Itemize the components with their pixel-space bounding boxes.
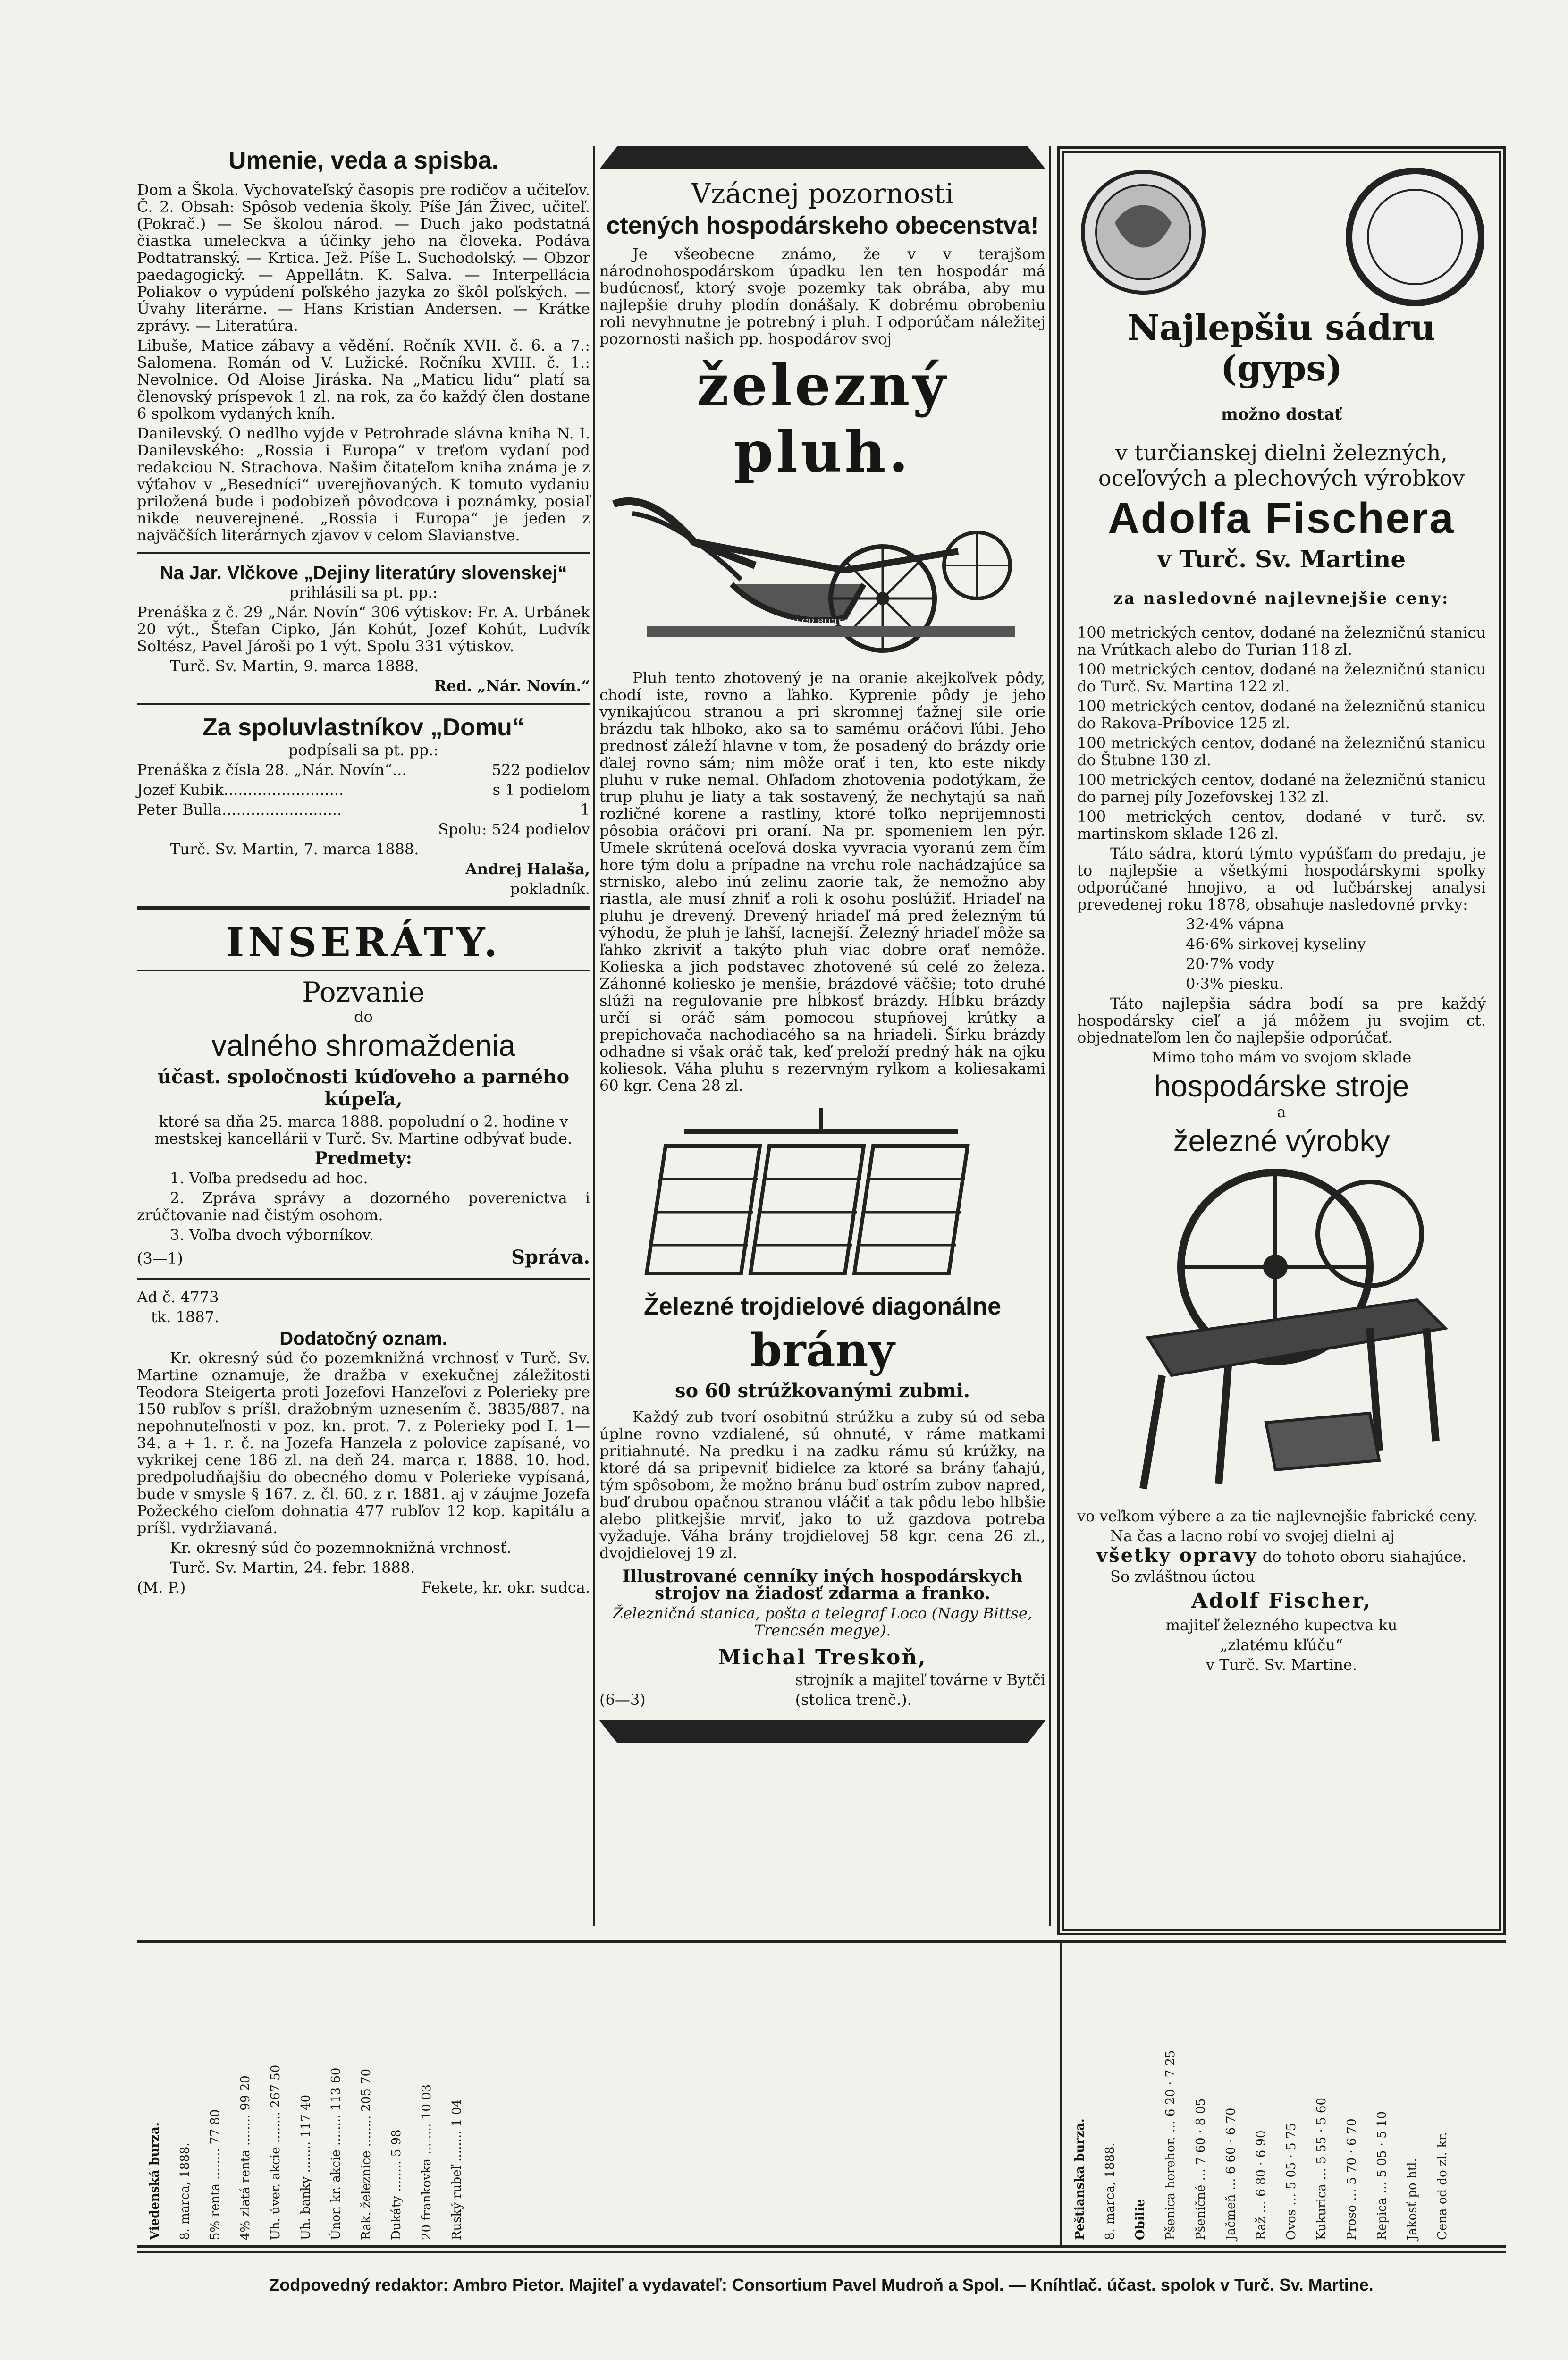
column-rule-2 [1049,146,1051,1926]
stock-row: 4% zlatá renta ........ 99 20 [238,2075,253,2240]
dodatocny-mp: (M. P.) [137,1578,186,1596]
pluh-intro: Je všeobecne známo, že v v terajšom národnohospodárskom úpadku len ten hospodár má budúcnosť, ktorý svoje pozemky tak obrába, aby mu najlepšie druhy plodín donášaly. K dobrému obrobeniu roli nevyhnutne je potrebný i pluh. I odporúčam náležitej pozornosti našich pp. hospodárov svoj [599,245,1045,348]
zeleznicna-note: Železničná stanica, pošta a telegraf Loco (Nagy Bittse, Trencsén megye). [613,1604,1032,1639]
ad-year: tk. 1887. [151,1308,219,1326]
divider [137,970,590,971]
predmet-2: 2. Zpráva správy a dozorného poverenictva i zrúčtovanie nad čistým osohom. [137,1189,590,1224]
obilie-header: Obilie [1133,2199,1147,2240]
domu-signature-title: pokladník. [510,880,590,898]
predmet-1: 1. Voľba predsedu ad hoc. [170,1169,368,1187]
vyrobky-title: železné výrobky [1173,1124,1390,1158]
list-item: 20·7% vody [1186,955,1274,973]
column-3-frame [1057,146,1506,1935]
umenie-paragraph-3: Danilevský. O nedlho vyjde v Petrohrade slávna kniha N. I. Danilevského: „Rossia i Europa“ v treťom vydaní pod redakciou N. Strachova. Našim čitateľom kniha známa je z výťahov v „Besedníci“ uverejňovaných. K tomuto vydaniu priložená bude i podobizeň pôvodcova i poznámky, posiaľ nikde neuverejnené. „Rossia i Europa“ je jeden z najväčších literárnych zjavov v celom Slavianstve. [137,424,590,544]
grain-row: Proso … 5 70 · 6 70 [1345,2118,1359,2240]
stock-row: Uh. banky ........ 117 40 [299,2094,313,2240]
list-item: 32·4% vápna [1186,915,1285,933]
list-item: 0·3% piesku. [1186,975,1284,993]
predmet-3: 3. Voľba dvoch výborníkov. [170,1226,374,1244]
jakost-header: Jakosť po htl. [1405,2158,1419,2240]
list-item: 100 metrických centov, dodané na železničnú stanicu na Vrútkach alebo do Turian 118 zl. [1077,624,1486,658]
cteneho-title: ctených hospodárskeho obecenstva! [606,212,1039,239]
tresko-name: Michal Treskoň, [718,1645,927,1669]
vienna-burza [137,1943,1062,2245]
stock-row: Rak. železnice ........ 205 70 [359,2068,373,2240]
grain-row: Pšeničné … 7 60 · 8 05 [1194,2098,1208,2240]
za-ceny: za nasledovné najlevnejšie ceny: [1113,589,1450,608]
vsetky-opravy-line [1077,1544,1486,1567]
umenie-title: Umenie, veda a spisba. [228,147,499,174]
dodatocny-body: Kr. okresný súd čo pozemknižná vrchnosť v Turč. Sv. Martine oznamuje, že dražba v exekučnej záležitosti Teodora Steigerta proti Jozefovi Hanzeľovi z Polerieky pre 150 rubľov s príšl. dražobným uznesením č. 3835/887. na nepohnuteľnosti v poz. kn. prot. 7. z Polerieky pod I. 1—34. a + 1. r. č. na Jozefa Hanzela z polovice zapísané, vo vykrikej cene 186 zl. na deň 24. marca r. 1888. 10. hod. predpoludňajšiu do obecného domu v Polerieke vypísaná, bude v smysle § 167. z. čl. 60. z r. 1881. aj v záujme Jozefa Požeckého cieľom dohnatia 477 rubľov 12 kop. kapitálu a príšl. vydržiavaná. [137,1349,590,1537]
grain-row: Kukurica … 5 55 · 5 60 [1315,2097,1329,2240]
stock-row: 5% renta ........ 77 80 [208,2109,222,2240]
pest-burza [1062,1943,1506,2245]
medal-icon [1077,166,1209,298]
grain-row: Ovos … 5 05 · 5 75 [1284,2123,1298,2240]
brany-body: Každý zub tvorí osobitnú strúžku a zuby sú od seba úplne rovno vzdialené, sú ohnuté, v ráme matkami pritiahnuté. Na predku i na zadku rámu sú krúžky, na ktoré dá sa pripevniť bidielce za ktoré sa brány ťahajú, tým spôsobom, že možno bránu buď ostrím zubov napred, buď drubou opačnou stranou vláčiť a tak pôdu lebo hlbšie alebo plitkejšie mrviť, jako to už gazdova potreba vyžaduje. Váha brány trojdielovej 58 kgr. cena 26 zl., dvojdielovej 19 zl. [599,1408,1045,1562]
stock-row: Uh. úver. akcie ........ 267 50 [269,2065,283,2240]
domu-title: Za spoluvlastníkov „Domu“ [202,714,524,741]
plow-illustration [599,490,1045,669]
pest-title: Peštianska burza. [1073,2118,1087,2240]
list-item: Prenáška z čísla 28. „Nár. Novín“... 522 podielov [137,761,590,779]
do-oboru: do tohoto oboru siahajúce. [1262,1548,1467,1566]
stroje-title: hospodárske stroje [1154,1069,1409,1103]
plow-label: MICH TRESKONI GR BITTSE [722,617,851,627]
list-item: Jozef Kubik......................... s 1 podielom [137,781,590,799]
ad-number: Ad č. 4773 [137,1288,219,1306]
divider [137,552,590,554]
domu-date: Turč. Sv. Martin, 7. marca 1888. [170,840,419,858]
trojdielove-title: Železné trojdielové diagonálne [643,1293,1002,1320]
vzacnej-title: Vzácnej pozornosti [691,177,954,210]
a-text: a [1277,1103,1286,1121]
price-list [1077,624,1486,842]
list-item: 100 metrických centov, dodané na železničnú stanicu do Turč. Sv. Martina 122 zl. [1077,660,1486,695]
banner-bottom [599,1720,1045,1743]
dodatocny-body-2: Kr. okresný súd čo pozemnoknižná vrchnosť. [170,1539,512,1557]
valneho-title: valného shromaždenia [211,1028,515,1062]
sadra-body: Táto sádra, ktorú týmto vypúšťam do predaju, je to najlepšie a všetkými hospodárskymi spolky odporúčané hnojivo, a od lučbárskej analysi prevedenej roku 1878, obsahuje nasledovné prvky: [1077,844,1486,913]
footer-rule [137,2251,1506,2253]
pest-date: 8. marca, 1888. [1103,2142,1117,2240]
umenie-paragraph-1: Dom a Škola. Vychovateľský časopis pre rodičov a učiteľov. Č. 2. Obsah: Spôsob vedenia školy. Píše Ján Živec, učiteľ. (Pokrač.) — Se školou národ. — Duch jako podstatná čiastka umeleckva a účinky jeho na človeka. Podáva Podtatranský. — Krtica. Jež. Píše L. Suchodolský. — Obzor paedagogický. — Appellátn. K. Salva. — Interpellácia Poliakov o vypúdení poľského jazyka zo škôl poľských. — Úvahy literárne. — Hans Kristian Andersen. — Krátke zprávy. — Literatúra. [137,181,590,335]
seal-icon [1344,166,1486,308]
inseraty-heading: INSERÁTY. [225,919,502,966]
machine-icon [1077,1158,1492,1508]
stock-row: Únor. kr. akcie ........ 113 60 [329,2067,343,2240]
najlepsiu-title: Najlepšiu sádru (gyps) [1127,308,1436,389]
pozvanie-number: (3—1) [137,1249,183,1267]
grain-row: Repica … 5 05 · 5 10 [1375,2111,1389,2240]
ucast-title: účast. spoločnosti kúďoveho a parného kúpeľa, [157,1066,570,1110]
grain-row: Pšenica horehor. … 6 20 · 7 25 [1163,2050,1178,2240]
harrow-illustration [599,1104,1045,1292]
tresko-title: strojník a majiteľ továrne v Bytči [795,1671,1045,1689]
column-2 [599,146,1045,1743]
stock-row: Ruský rubeľ ........ 1 04 [450,2099,464,2240]
tresko-number: (6—3) [599,1691,646,1709]
grain-row: Jačmeň … 6 60 · 6 70 [1224,2107,1238,2240]
pozvanie-title: Pozvanie [302,976,425,1008]
harrow-icon [599,1104,1045,1292]
divider [137,906,590,910]
list-item: Peter Bulla......................... 1 [137,801,590,818]
v-turcianskej: v turčianskej dielni železných, oceľových a plechových výrobkov [1098,440,1465,491]
vlcek-date: Turč. Sv. Martin, 9. marca 1888. [170,657,419,675]
cenniky-note: Illustrované cenníky iných hospodárskych strojov na žiadosť zdarma a franko. [622,1567,1023,1603]
pozvanie-signature: Správa. [511,1246,590,1268]
banner-top [599,146,1045,169]
vlcek-subtitle: prihlásili sa pt. pp.: [289,583,438,601]
vienna-title: Viedenská burza. [148,2122,162,2240]
domu-total: Spolu: 524 podielov [438,820,590,838]
zelezny-pluh-title: železný pluh. [696,352,949,485]
brany-title: brány [750,1323,895,1377]
tresko-place: (stolica trenč.). [795,1691,912,1709]
column-1 [137,146,590,1599]
adolfa-fischera: Adolfa Fischera [1108,494,1455,542]
sadra-body-2: Táto najlepšia sádra bodí sa pre každý hospodársky cieľ a já môžem ju svojim ct. objednateľom len čo najlepšie odporúčať. [1077,995,1486,1046]
vo-velkom: vo veľkom výbere a za tie najlevnejšie fabrické ceny. [1077,1507,1478,1525]
dodatocny-date: Turč. Sv. Martin, 24. febr. 1888. [170,1559,415,1576]
grain-row: Raž … 6 80 · 6 90 [1254,2130,1268,2240]
list-item: 100 metrických centov, dodané na železničnú stanicu do Štubne 130 zl. [1077,734,1486,769]
market-table [137,1940,1506,2248]
na-cas: Na čas a lacno robí vo svojej dielni aj [1110,1527,1395,1545]
so-60-title: so 60 strúžkovanými zubmi. [674,1380,970,1402]
dodatocny-signature: Fekete, kr. okr. sudca. [422,1578,590,1596]
list-item: 100 metrických centov, dodané v turč. sv. martinskom sklade 126 zl. [1077,808,1486,843]
so-zvlastnou: So zvláštnou úctou [1110,1568,1255,1585]
plow-icon [599,490,1045,669]
predmety-heading: Predmety: [315,1148,412,1168]
list-item: 46·6% sirkovej kyseliny [1186,935,1366,953]
mimo-toho: Mimo toho mám vo svojom sklade [1151,1048,1412,1066]
dodatocny-title: Dodatočný oznam. [279,1328,447,1349]
divider [137,1278,590,1280]
vlcek-signature: Red. „Nár. Novín.“ [434,677,590,695]
divider [137,703,590,705]
pluh-body: Pluh tento zhotovený je na oranie akejkoľvek pôdy, chodí iste, rovno a ľahko. Kyprenie pôdy je jeho vynikajúcou stranou a pri skromnej ťažnej sile orie brázdu tak hlboko, ako sa to samému oráčovi ľúbi. Jeho prednosť záleží hlavne v tom, že posadený do brázdy orie ďalej rovno sám; nim môže orať i ten, kto este nikdy pluhu v ruke nemal. Ohľadom zhotovenia podotýkam, že trup pluhu je liaty a tak sostavený, že nechytajú sa naň rozličné korene a rastliny, ktoré toľko neprijemnosti pôsobia oráčovi pri oraní. Na pr. spomeniem len pýr. Umele skrútená oceľová doska vyvracia vyoranú zem čím hore tým dolu a prípadne na vrchu role nachádzajúce sa strnisko, alebo inú zelinu zaorie tak, že nemožno aby riastla, ale musí zhniť a roli k osohu poslúžiť. Hriadeľ na pluhu je drevený. Drevený hriadeľ má pred železným tú výhodu, že pluh je ľahší, lacnejší. Železný hriadeľ môže sa ľahko zkriviť a takýto pluh viac dobre orať nemôže. Kolieska a jich podstavec zhotovené sú celé zo železa. Záhonné koliesko je menšie, brázdové väčšie; toto druhé slúži na regulovanie pre hĺbkosť brázdy. Hĺbku brázdy určí si oráč sám pomocou stupňovej krútky a prepichovača nachodiacého sa na hriadeli. Šírku brázdy odhadne si však oráč tak, keď preloží predný hák na ojku koliesok. Váha pluhu s rezervným rylkom a koliesakami 60 kgr. Cena 28 zl. [599,669,1045,1095]
list-item: 100 metrických centov, dodané na železničnú stanicu do parnej píly Jozefovskej 132 zl. [1077,771,1486,806]
fischer-title-2: „zlatému kľúču“ [1220,1636,1343,1654]
vienna-date: 8. marca, 1888. [178,2142,192,2240]
dodatocny-footer [137,1579,590,1596]
seal [1344,166,1486,308]
stock-row: 20 frankovka ........ 10 03 [420,2084,434,2240]
column-rule-1 [593,146,595,1926]
fischer-title-3: v Turč. Sv. Martine. [1206,1656,1357,1674]
domu-list [137,761,590,818]
vsetky-opravy: všetky opravy [1096,1544,1258,1567]
machine-illustration [1077,1158,1486,1508]
cena-header: Cena od do zl. kr. [1435,2132,1450,2240]
vlcek-body: Prenáška z č. 29 „Nár. Novín“ 306 výtiskov: Fr. A. Urbánek 20 výt., Štefan Cipko, Ján Kohút, Jozef Kohút, Ludvík Soltész, Pavel Jároši po 1 výt. Spolu 331 výtiskov. [137,603,590,655]
pozvanie-body: ktoré sa dňa 25. marca 1888. popoludní o 2. hodine v mestskej kancellárii v Turč. Sv. Martine odbývať bude. [154,1113,573,1147]
fischer-title-1: majiteľ železného kupectva ku [1165,1616,1398,1634]
vlcek-title: Na Jar. Vlčkove „Dejiny literatúry slovenskej“ [160,563,567,583]
composition-list [1186,916,1486,992]
mozno-dostat: možno dostať [1221,405,1342,424]
fischer-name: Adolf Fischer, [1191,1589,1372,1613]
tresko-info [795,1671,1045,1711]
domu-signature: Andrej Halaša, [465,860,590,878]
footer-imprint: Zodpovedný redaktor: Ambro Pietor. Majiteľ a vydavateľ: Consortium Pavel Mudroň a Spol. — Kníhtlač. účast. spolok v Turč. Sv. Martine. [269,2275,1374,2294]
stock-row: Dukáty ........ 5 98 [389,2129,404,2240]
v-turc-sv: v Turč. Sv. Martine [1157,545,1406,573]
list-item: 100 metrických centov, dodané na železničnú stanicu do Rakova-Príbovice 125 zl. [1077,697,1486,732]
medals [1077,166,1486,308]
pozvanie-footer [137,1246,590,1270]
umenie-paragraph-2: Libuše, Matice zábavy a vědění. Ročník XVII. č. 6. a 7.: Salomena. Román od V. Lužické. Ročníku XVIII. č. 1.: Nevolnice. Od Aloise Jiráska. Na „Maticu lidu“ platí sa členovský príspevok 1 zl. na rok, za čo každý člen dostane 6 spolkom vydaných kníh. [137,337,590,422]
tresko-footer [599,1671,1045,1711]
domu-subtitle: podpísali sa pt. pp.: [288,741,439,759]
pozvanie-do: do [354,1008,373,1026]
